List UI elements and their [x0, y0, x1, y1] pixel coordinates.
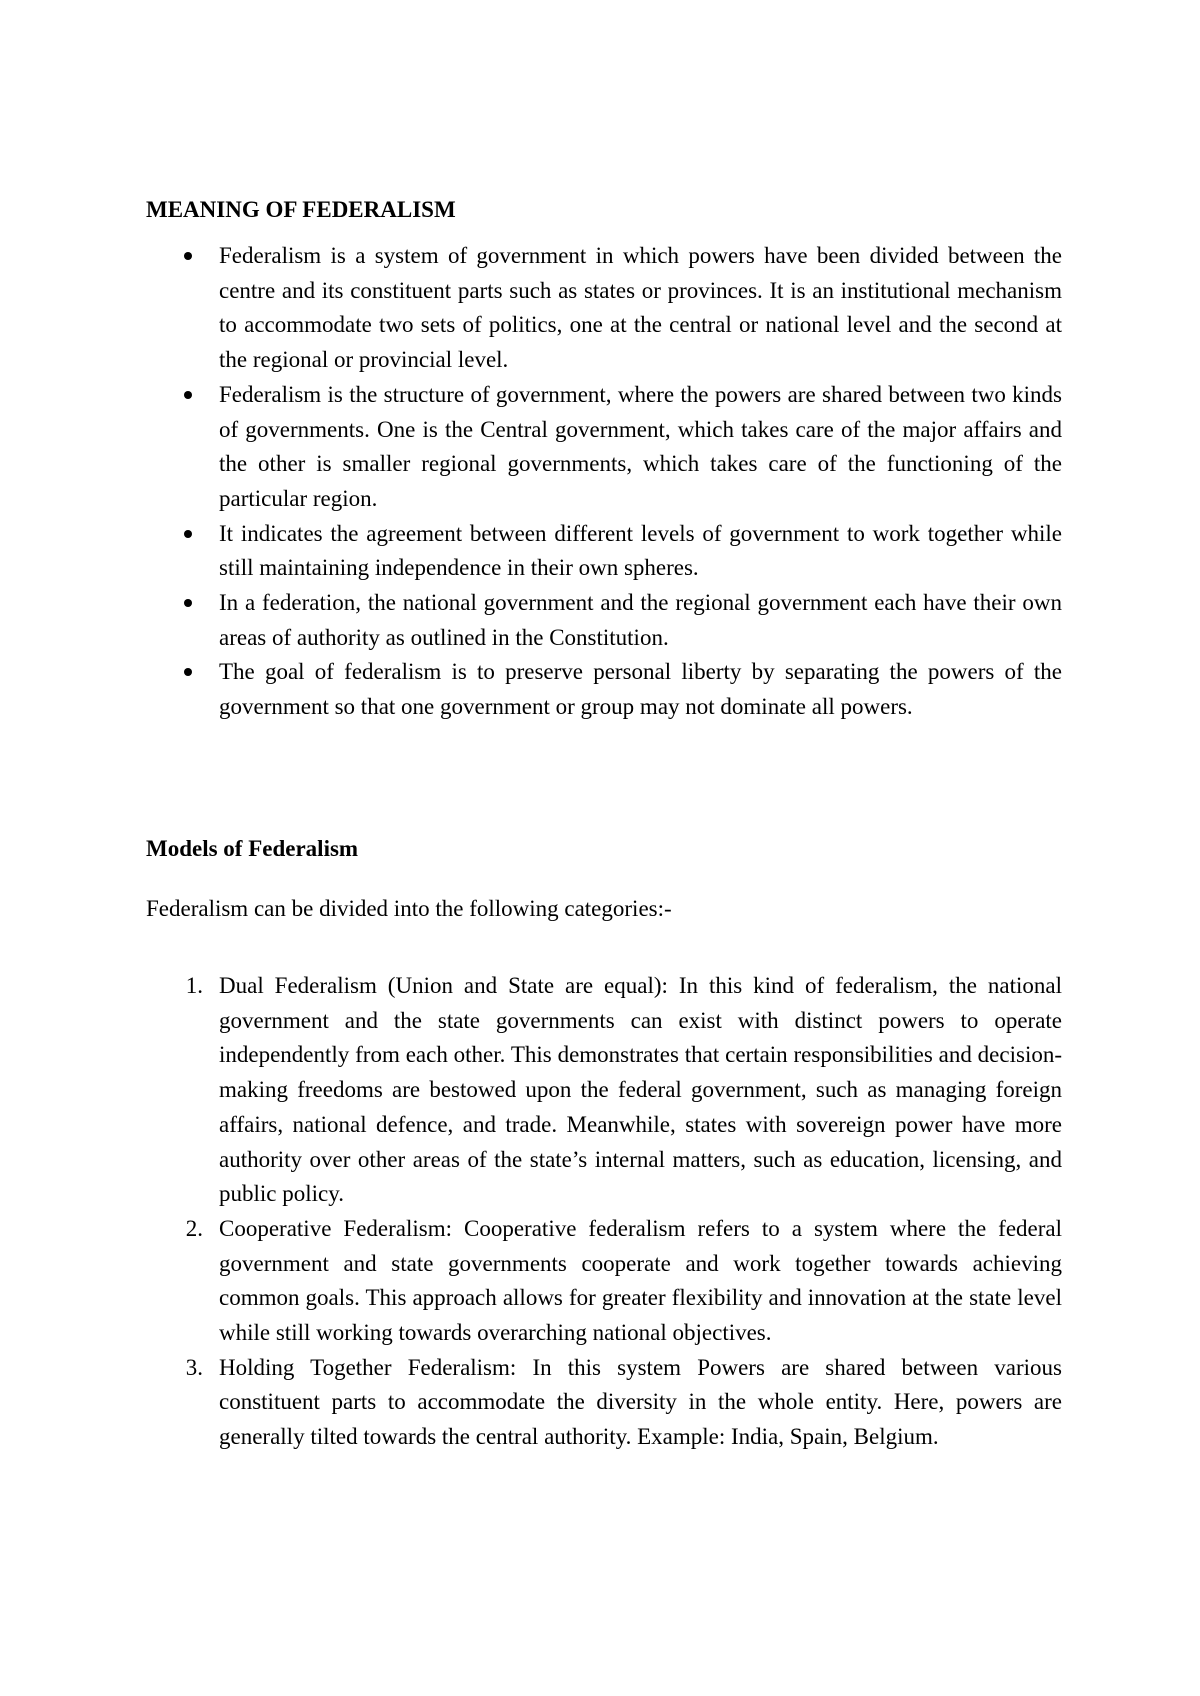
bullet-text: The goal of federalism is to preserve personal liberty by separating the powers of the government so that one government or group may not dominate all powers.: [219, 659, 1062, 720]
list-number: 1.: [185, 973, 203, 998]
bullet-item: [146, 239, 1062, 378]
bullet-icon: [146, 655, 219, 690]
list-number: 3.: [185, 1354, 203, 1380]
bullet-icon: [146, 239, 219, 274]
models-intro-text: Federalism can be divided into the following categories:-: [146, 896, 672, 921]
bullet-text: In a federation, the national government and the regional government each have their own areas of authority as outlined in the Constitution.: [219, 590, 1062, 650]
bullet-icon: [146, 586, 219, 621]
heading-meaning-of-federalism: MEANING OF FEDERALISM: [146, 197, 456, 222]
bullet-icon: [146, 517, 219, 552]
numbered-item: [146, 1212, 1062, 1351]
bullet-icon: [146, 378, 219, 413]
bullet-text: It indicates the agreement between different levels of government to work together while still maintaining independence in their own spheres.: [219, 520, 1062, 581]
heading-models-of-federalism: Models of Federalism: [146, 836, 359, 861]
numbered-item-text: Dual Federalism (Union and State are equal): In this kind of federalism, the national government and the state governments can exist with distinct powers to operate independently from each other. This demonstrates that certain responsibilities and decision-making freedoms are bestowed upon the federal government, such as managing foreign affairs, national defence, and trade. Meanwhile, states with sovereign power have more authority over other areas of the state’s internal matters, such as education, licensing, and public policy.: [219, 973, 1062, 1207]
bullet-item: [146, 378, 1062, 517]
numbered-item: [146, 969, 1062, 1212]
bullet-text: Federalism is a system of government in which powers have been divided between the centre and its constituent parts such as states or provinces. It is an institutional mechanism to accommodate two sets of politics, one at the central or national level and the second at the regional or provincial level.: [219, 243, 1062, 373]
list-number: 2.: [185, 1215, 203, 1241]
bullet-item: [146, 586, 1062, 655]
bullet-text: Federalism is the structure of government, where the powers are shared between two kinds of governments. One is the Central government, which takes care of the major affairs and the other is smaller regional governments, which takes care of the functioning of the particular region.: [219, 381, 1062, 511]
meaning-bullet-list: [146, 239, 1062, 725]
numbered-item: [146, 1351, 1062, 1455]
bullet-item: [146, 517, 1062, 586]
numbered-item-text: Cooperative Federalism: Cooperative federalism refers to a system where the federal government and state governments cooperate and work together towards achieving common goals. This approach allows for greater flexibility and innovation at the state level while still working towards overarching national objectives.: [219, 1215, 1062, 1346]
numbered-item-text: Holding Together Federalism: In this system Powers are shared between various constituent parts to accommodate the diversity in the whole entity. Here, powers are generally tilted towards the central authority. Example: India, Spain, Belgium.: [219, 1354, 1062, 1450]
models-numbered-list: [146, 969, 1062, 1455]
bullet-item: [146, 655, 1062, 724]
